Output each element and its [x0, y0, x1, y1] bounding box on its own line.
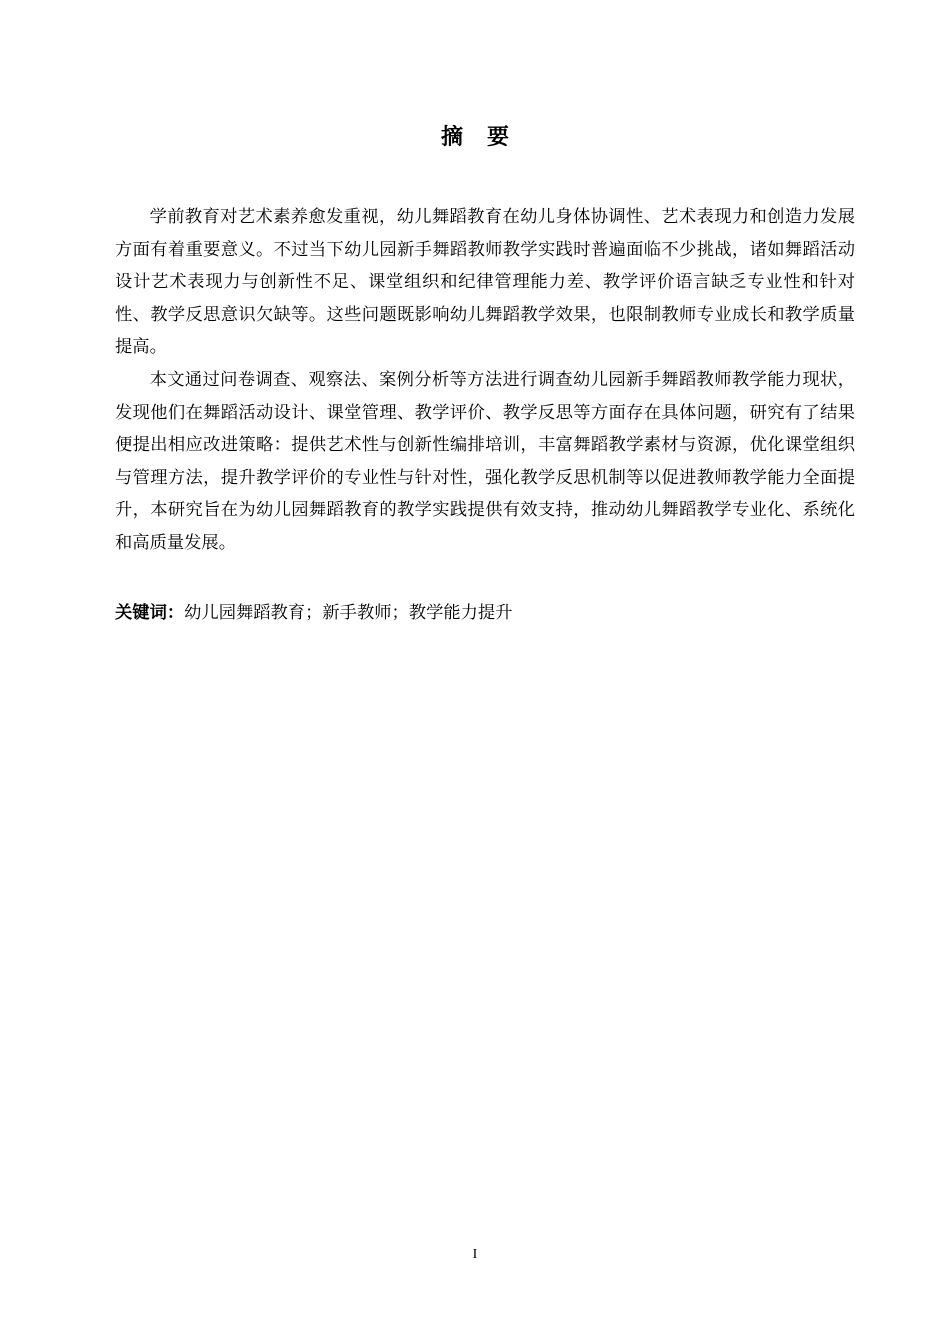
abstract-paragraph-1: 学前教育对艺术素养愈发重视，幼儿舞蹈教育在幼儿身体协调性、艺术表现力和创造力发展方面有着重要意义。不过当下幼儿园新手舞蹈教师教学实践时普遍面临不少挑战，诸如舞蹈活动设计艺术表现力与创新性不足、课堂组织和纪律管理能力差、教学评价语言缺乏专业性和针对性、教学反思意识欠缺等。这些问题既影响幼儿舞蹈教学效果，也限制教师专业成长和教学质量提高。 [115, 207, 855, 358]
page-title [0, 120, 950, 151]
abstract-paragraph-2: 本文通过问卷调查、观察法、案例分析等方法进行调查幼儿园新手舞蹈教师教学能力现状，发现他们在舞蹈活动设计、课堂管理、教学评价、教学反思等方面存在具体问题，研究有了结果便提出相应改进策略：提供艺术性与创新性编排培训，丰富舞蹈教学素材与资源，优化课堂组织与管理方法，提升教学评价的专业性与针对性，强化教学反思机制等以促进教师教学能力全面提升，本研究旨在为幼儿园舞蹈教育的教学实践提供有效支持，推动幼儿舞蹈教学专业化、系统化和高质量发展。 [115, 369, 855, 553]
keywords-label: 关键词： [115, 603, 185, 623]
page-number: I [472, 1247, 478, 1262]
title-char-1: 摘 [440, 125, 463, 150]
keywords-line [115, 597, 513, 629]
keywords-value: 幼儿园舞蹈教育；新手教师；教学能力提升 [184, 603, 513, 623]
title-char-2: 要 [487, 125, 510, 150]
abstract-body [115, 201, 855, 560]
